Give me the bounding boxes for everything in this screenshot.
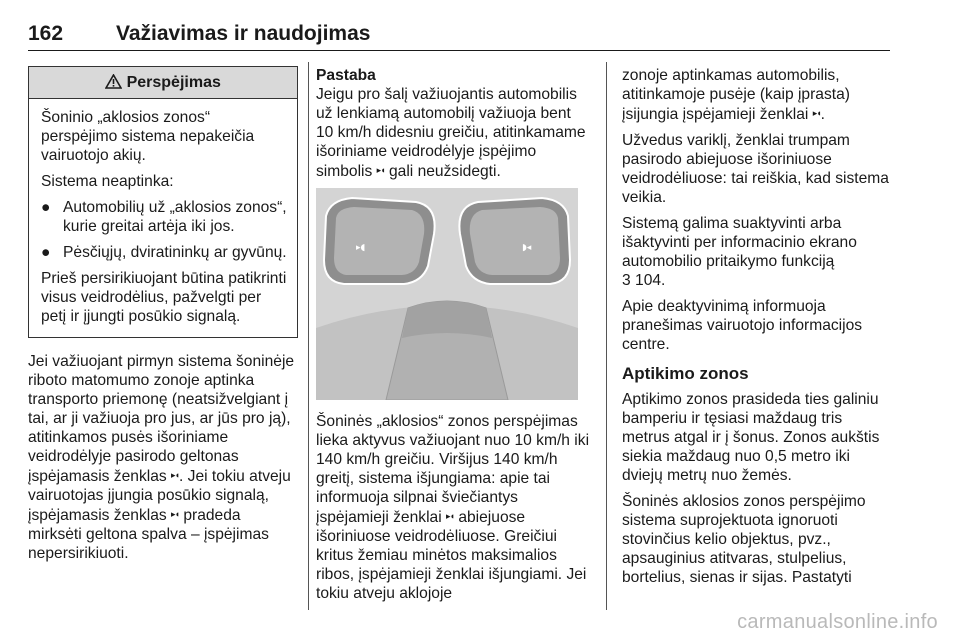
paragraph xyxy=(622,66,892,124)
list-item-text: Pėsčiųjų, dviratininkų ar gyvūnų. xyxy=(63,244,287,261)
paragraph: Aptikimo zonos prasideda ties galiniu bamperiu ir tęsiasi maždaug tris metrus atgal ir į šonus. Zonos aukštis siekia maždaug nuo 0,5 metro iki dviejų metrų nuo žemės. xyxy=(622,391,880,484)
paragraph xyxy=(316,412,592,603)
text-run: zonoje aptinkamas automobilis, atitinkamoje pusėje (kaip įprasta) įsijungia įspėjamieji ženklai xyxy=(622,67,850,123)
warning-title: Perspėjimas xyxy=(126,74,221,91)
warning-triangle-icon xyxy=(105,74,126,91)
text-run: pradeda mirksėti geltona spalva – įspėjimas nepersirikiuoti. xyxy=(28,507,269,562)
bullet-icon: ● xyxy=(41,199,51,216)
column-1 xyxy=(28,66,298,570)
text-run: . xyxy=(820,106,826,123)
column-2 xyxy=(316,66,592,610)
header-divider xyxy=(28,50,890,51)
svg-text:◗◂: ◗◂ xyxy=(522,243,532,253)
warning-text-1: Šoninio „aklosios zonos“ perspėjimo sistema nepakeičia vairuotojo akių. xyxy=(41,109,255,164)
bullet-icon: ● xyxy=(41,244,51,261)
list-item xyxy=(41,243,288,262)
section-heading: Aptikimo zonos xyxy=(622,364,749,383)
list-item xyxy=(41,198,288,236)
column-divider-2 xyxy=(606,62,607,610)
text-run: gali neužsidegti. xyxy=(388,163,501,180)
note xyxy=(316,66,592,181)
paragraph xyxy=(622,214,892,290)
page-reference-arrow-icon: 3 xyxy=(622,272,631,289)
text-run: abiejuose išoriniuose veidrodėliuose. Greičiui kritus žemiau minėtos maksimalios ribos, įspėjamieji ženklai išjungiami. Jei tokiu atveju aklojoje xyxy=(316,509,587,602)
warning-box xyxy=(28,66,298,338)
text-run: Šoninės „aklosios“ zonos perspėjimas lieka aktyvus važiuojant nuo 10 km/h iki 140 km/h greičiu. Viršijus 140 km/h greitį, sistema išjungiama: apie tai informuoja silpnai šviečiantys įspėjamieji ženklai xyxy=(316,413,590,526)
paragraph: Apie deaktyvinimą informuoja pranešimas vairuotojo informacijos centre. xyxy=(622,298,863,353)
mirror-illustration xyxy=(316,188,578,400)
text-run: Jeigu pro šalį važiuojantis automobilis už lenkiamą automobilį važiuoja bent 10 km/h didesniu greičiu, atitinkamame išoriniame veidrodėlyje įspėjimo simbolis xyxy=(316,86,586,180)
warning-header xyxy=(29,67,297,99)
paragraph xyxy=(28,352,298,563)
text-run: Sistemą galima suaktyvinti arba išaktyvinti per informacinio ekrano automobilio pritaikymo funkciją xyxy=(622,215,857,270)
text-run: . Jei tokiu atveju vairuotojas įjungia posūkio signalą, įspėjamasis ženklas xyxy=(28,468,291,524)
page-number: 162 xyxy=(28,22,64,45)
column-3 xyxy=(622,66,892,594)
paragraph: Užvedus variklį, ženklai trumpam pasirodo abiejuose išoriniuose veidrodėliuose: tai reiškia, kad sistema veikia. xyxy=(622,132,889,206)
svg-text:▸◖: ▸◖ xyxy=(356,243,366,253)
page-title: Važiavimas ir naudojimas xyxy=(116,22,371,45)
column-divider-1 xyxy=(308,62,309,610)
blind-spot-symbol-icon: ▸◖ xyxy=(446,511,454,521)
page-header xyxy=(28,22,890,50)
warning-text-2: Sistema neaptinka: xyxy=(41,173,174,190)
blind-spot-symbol-icon: ▸◖ xyxy=(171,509,179,519)
list-item-text: Automobilių už „aklosios zonos“, kurie greitai artėja iki jos. xyxy=(63,199,287,235)
blind-spot-symbol-icon: ▸◖ xyxy=(171,470,179,480)
paragraph: Šoninės aklosios zonos perspėjimo sistema suprojektuota ignoruoti stovinčius kelio objektus, pvz., apsauginius atitvaras, stulpelius, bortelius, sienas ir sijas. Pastatyti xyxy=(622,493,866,586)
note-title: Pastaba xyxy=(316,67,376,84)
warning-body xyxy=(29,99,297,337)
watermark: carmanualsonline.info xyxy=(737,611,938,633)
page-reference-link[interactable]: 104. xyxy=(635,272,666,289)
blind-spot-symbol-icon: ▸◖ xyxy=(376,165,385,175)
text-run: Jei važiuojant pirmyn sistema šoninėje riboto matomumo zonoje aptinka transporto priemonę (neatsižvelgiant į tai, ar ji važiuoja pro jus, ar jūs pro ją), atitinkamos pusės išoriniame veidrodėlyje pasirodo geltonas įspėjamasis ženklas xyxy=(28,353,295,485)
blind-spot-symbol-icon: ▸◖ xyxy=(812,108,821,118)
warning-text-3: Prieš persirikiuojant būtina patikrinti visus veidrodėlius, pažvelgti per petį ir įjungti posūkio signalą. xyxy=(41,270,287,325)
